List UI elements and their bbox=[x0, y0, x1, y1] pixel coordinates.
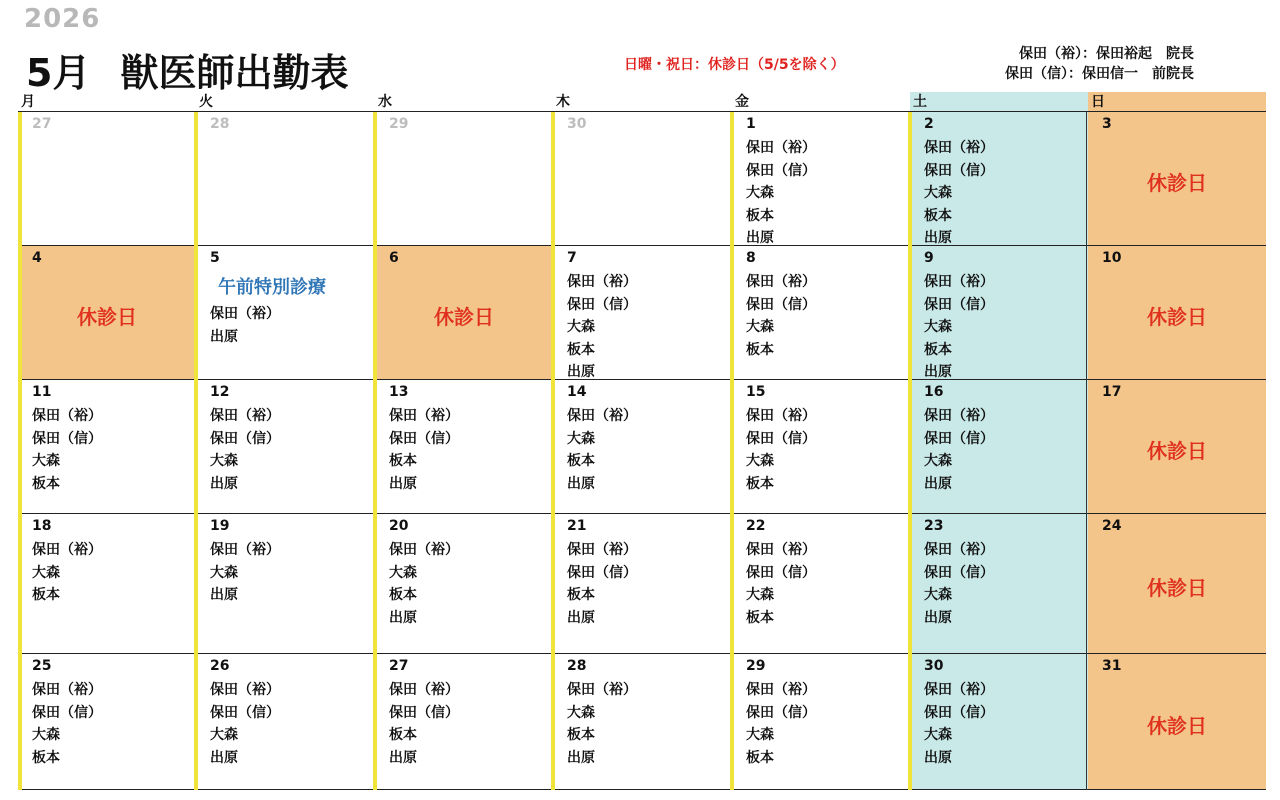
day-number: 15 bbox=[746, 384, 766, 400]
doctor-entry: 板本 bbox=[746, 207, 774, 224]
day-number: 16 bbox=[924, 384, 944, 400]
day-cell bbox=[553, 112, 732, 246]
doctor-entry: 板本 bbox=[389, 727, 417, 743]
doctor-entry: 板本 bbox=[746, 341, 774, 358]
closed-day-label: 休診日 bbox=[1147, 439, 1207, 463]
day-cell bbox=[196, 654, 375, 790]
day-number: 5 bbox=[210, 250, 220, 266]
day-number: 22 bbox=[746, 518, 766, 534]
month-label: 5月 bbox=[26, 51, 91, 95]
special-clinic-label: 午前特別診療 bbox=[218, 277, 326, 298]
day-number: 18 bbox=[32, 518, 52, 534]
doctor-entry: 大森 bbox=[924, 587, 952, 603]
year-label: 2026 bbox=[24, 4, 101, 34]
closed-day-label: 休診日 bbox=[1147, 305, 1207, 329]
day-cell bbox=[196, 112, 375, 246]
doctor-entry: 保田（裕） bbox=[746, 542, 816, 558]
doctor-entry: 保田（信） bbox=[746, 296, 816, 313]
doctor-entry: 大森 bbox=[210, 727, 238, 743]
doctor-entry: 保田（裕） bbox=[746, 140, 816, 156]
doctor-entry: 保田（裕） bbox=[746, 274, 816, 290]
day-number: 21 bbox=[567, 518, 587, 534]
doctor-entry: 保田（信） bbox=[746, 564, 816, 581]
weekday-header bbox=[18, 92, 1266, 112]
doctor-entry: 大森 bbox=[389, 564, 417, 581]
day-cell bbox=[18, 112, 196, 246]
column-divider bbox=[18, 112, 22, 790]
doctor-entry: 保田（裕） bbox=[567, 408, 637, 424]
doctor-entry: 保田（裕） bbox=[389, 682, 459, 698]
column-divider bbox=[908, 112, 912, 790]
doctor-entry: 保田（信） bbox=[924, 296, 994, 313]
column-divider bbox=[551, 112, 555, 790]
doctor-entry: 保田（裕） bbox=[567, 274, 637, 290]
day-cell bbox=[375, 654, 553, 790]
doctor-entry: 保田（裕） bbox=[32, 408, 102, 424]
doctor-entry: 保田（信） bbox=[924, 704, 994, 721]
doctor-entry: 保田（信） bbox=[924, 162, 994, 179]
doctor-entry: 大森 bbox=[567, 319, 595, 335]
doctor-entry: 出原 bbox=[389, 475, 417, 492]
doctor-entry: 保田（信） bbox=[567, 296, 637, 313]
day-cell bbox=[732, 514, 910, 654]
day-cell bbox=[375, 380, 553, 514]
doctor-entry: 大森 bbox=[210, 564, 238, 581]
doctor-entry: 保田（裕） bbox=[924, 542, 994, 558]
weekday-0: 月 bbox=[18, 92, 196, 112]
day-cell bbox=[732, 112, 910, 246]
day-cell bbox=[18, 654, 196, 790]
doctor-entry: 保田（信） bbox=[746, 162, 816, 179]
day-cell bbox=[732, 654, 910, 790]
day-cell bbox=[18, 380, 196, 514]
day-number: 29 bbox=[389, 116, 409, 132]
doctor-entry: 大森 bbox=[746, 727, 774, 743]
day-number: 23 bbox=[924, 518, 944, 534]
day-number: 13 bbox=[389, 384, 409, 400]
doctor-entry: 出原 bbox=[389, 609, 417, 626]
doctor-entry: 保田（信） bbox=[924, 564, 994, 581]
doctor-entry: 板本 bbox=[32, 587, 60, 603]
day-number: 29 bbox=[746, 658, 766, 674]
weekday-6: 日 bbox=[1088, 92, 1266, 112]
day-cell bbox=[18, 514, 196, 654]
doctor-entry: 保田（信） bbox=[389, 704, 459, 721]
column-divider bbox=[730, 112, 734, 790]
doctor-entry: 大森 bbox=[746, 185, 774, 201]
column-divider bbox=[194, 112, 198, 790]
doctor-entry: 板本 bbox=[389, 587, 417, 603]
doctor-entry: 保田（裕） bbox=[210, 542, 280, 558]
day-number: 26 bbox=[210, 658, 230, 674]
column-divider bbox=[1086, 112, 1087, 790]
doctor-entry: 大森 bbox=[746, 453, 774, 469]
doctor-entry: 保田（信） bbox=[389, 430, 459, 447]
closed-day-label: 休診日 bbox=[1147, 576, 1207, 600]
day-number: 1 bbox=[746, 116, 756, 132]
doctor-entry: 大森 bbox=[32, 453, 60, 469]
day-cell bbox=[553, 246, 732, 380]
day-number: 4 bbox=[32, 250, 42, 266]
day-cell bbox=[553, 514, 732, 654]
doctor-entry: 保田（裕） bbox=[567, 682, 637, 698]
title-text: 獣医師出勤表 bbox=[120, 51, 349, 95]
doctor-entry: 保田（裕） bbox=[32, 682, 102, 698]
doctor-entry: 保田（裕） bbox=[210, 408, 280, 424]
day-number: 11 bbox=[32, 384, 52, 400]
day-number: 30 bbox=[924, 658, 944, 674]
day-number: 27 bbox=[32, 116, 52, 132]
doctor-entry: 出原 bbox=[924, 749, 952, 766]
closed-day-label: 休診日 bbox=[77, 305, 137, 329]
day-number: 6 bbox=[389, 250, 399, 266]
doctor-entry: 保田（信） bbox=[210, 704, 280, 721]
doctor-entry: 保田（信） bbox=[210, 430, 280, 447]
day-number: 10 bbox=[1102, 250, 1122, 266]
day-cell bbox=[1088, 380, 1266, 514]
day-cell bbox=[553, 654, 732, 790]
doctor-entry: 大森 bbox=[746, 587, 774, 603]
doctor-entry: 板本 bbox=[389, 453, 417, 469]
day-cell bbox=[910, 654, 1088, 790]
day-cell bbox=[1088, 514, 1266, 654]
day-number: 20 bbox=[389, 518, 409, 534]
doctor-entry: 大森 bbox=[924, 319, 952, 335]
day-number: 7 bbox=[567, 250, 577, 266]
column-divider bbox=[373, 112, 377, 790]
doctor-entry: 板本 bbox=[746, 475, 774, 492]
day-cell bbox=[18, 246, 196, 380]
page-title bbox=[26, 42, 348, 97]
day-number: 14 bbox=[567, 384, 587, 400]
day-cell bbox=[732, 380, 910, 514]
doctor-entry: 出原 bbox=[924, 364, 952, 380]
day-number: 31 bbox=[1102, 658, 1122, 674]
doctor-entry: 出原 bbox=[210, 749, 238, 766]
doctor-entry: 出原 bbox=[924, 609, 952, 626]
doctor-entry: 大森 bbox=[210, 453, 238, 469]
doctor-entry: 保田（信） bbox=[746, 430, 816, 447]
doctor-entry: 板本 bbox=[746, 609, 774, 626]
doctor-entry: 大森 bbox=[924, 453, 952, 469]
day-cell bbox=[732, 246, 910, 380]
day-number: 19 bbox=[210, 518, 230, 534]
doctor-entry: 保田（裕） bbox=[210, 682, 280, 698]
day-number: 25 bbox=[32, 658, 52, 674]
day-number: 27 bbox=[389, 658, 409, 674]
doctor-entry: 出原 bbox=[746, 230, 774, 246]
day-cell bbox=[1088, 112, 1266, 246]
doctor-entry: 出原 bbox=[567, 609, 595, 626]
calendar-grid bbox=[18, 92, 1266, 790]
day-cell bbox=[375, 246, 553, 380]
closure-notice: 日曜・祝日：休診日（5/5を除く） bbox=[624, 57, 845, 73]
doctor-entry: 出原 bbox=[567, 364, 595, 380]
doctor-entry: 保田（裕） bbox=[924, 682, 994, 698]
doctor-entry: 出原 bbox=[210, 475, 238, 492]
day-cell bbox=[375, 112, 553, 246]
doctor-entry: 大森 bbox=[567, 430, 595, 447]
doctor-entry: 出原 bbox=[567, 475, 595, 492]
doctor-entry: 板本 bbox=[924, 207, 952, 224]
doctor-entry: 板本 bbox=[567, 341, 595, 358]
day-cell bbox=[196, 380, 375, 514]
doctor-entry: 出原 bbox=[210, 587, 238, 603]
doctor-entry: 板本 bbox=[567, 727, 595, 743]
doctor-entry: 保田（裕） bbox=[389, 408, 459, 424]
doctor-entry: 板本 bbox=[924, 341, 952, 358]
doctor-entry: 保田（裕） bbox=[924, 274, 994, 290]
day-cell bbox=[910, 246, 1088, 380]
doctor-entry: 板本 bbox=[32, 475, 60, 492]
weekday-4: 金 bbox=[732, 92, 910, 112]
day-cell bbox=[553, 380, 732, 514]
doctor-entry: 保田（信） bbox=[924, 430, 994, 447]
doctor-entry: 保田（裕） bbox=[567, 542, 637, 558]
day-cell bbox=[1088, 246, 1266, 380]
weekday-1: 火 bbox=[196, 92, 375, 112]
doctor-entry: 板本 bbox=[32, 749, 60, 766]
doctor-entry: 大森 bbox=[924, 185, 952, 201]
legend-line: 保田（信）：保田信一 前院長 bbox=[1005, 66, 1194, 82]
doctor-entry: 保田（裕） bbox=[924, 408, 994, 424]
doctor-entry: 大森 bbox=[746, 319, 774, 335]
doctor-entry: 保田（信） bbox=[567, 564, 637, 581]
legend-line: 保田（裕）：保田裕起 院長 bbox=[1019, 46, 1194, 62]
doctor-entry: 保田（裕） bbox=[32, 542, 102, 558]
day-cell bbox=[1088, 654, 1266, 790]
doctor-entry: 出原 bbox=[389, 749, 417, 766]
doctor-entry: 保田（信） bbox=[32, 704, 102, 721]
doctor-entry: 保田（信） bbox=[32, 430, 102, 447]
day-cell bbox=[196, 246, 375, 380]
doctor-entry: 板本 bbox=[567, 453, 595, 469]
closed-day-label: 休診日 bbox=[1147, 171, 1207, 195]
doctor-entry: 出原 bbox=[567, 749, 595, 766]
day-number: 8 bbox=[746, 250, 756, 266]
day-cell bbox=[910, 112, 1088, 246]
doctor-entry: 保田（裕） bbox=[746, 682, 816, 698]
closed-day-label: 休診日 bbox=[434, 305, 494, 329]
doctor-entry: 保田（信） bbox=[746, 704, 816, 721]
day-number: 2 bbox=[924, 116, 934, 132]
day-number: 3 bbox=[1102, 116, 1112, 132]
day-number: 9 bbox=[924, 250, 934, 266]
doctor-entry: 大森 bbox=[32, 727, 60, 743]
doctor-entry: 大森 bbox=[32, 564, 60, 581]
doctor-entry: 板本 bbox=[746, 749, 774, 766]
doctor-entry: 出原 bbox=[210, 328, 238, 345]
doctor-entry: 大森 bbox=[924, 727, 952, 743]
day-number: 12 bbox=[210, 384, 230, 400]
doctor-entry: 大森 bbox=[567, 704, 595, 721]
day-cell bbox=[375, 514, 553, 654]
doctor-entry: 出原 bbox=[924, 230, 952, 246]
weekday-5: 土 bbox=[910, 92, 1088, 112]
doctor-entry: 保田（裕） bbox=[389, 542, 459, 558]
day-cell bbox=[910, 380, 1088, 514]
day-number: 30 bbox=[567, 116, 587, 132]
weekday-2: 水 bbox=[375, 92, 553, 112]
doctor-legend bbox=[968, 44, 1194, 84]
doctor-entry: 板本 bbox=[567, 587, 595, 603]
day-number: 17 bbox=[1102, 384, 1122, 400]
doctor-entry: 保田（裕） bbox=[210, 306, 280, 322]
doctor-entry: 出原 bbox=[924, 475, 952, 492]
day-number: 28 bbox=[567, 658, 587, 674]
doctor-entry: 保田（裕） bbox=[746, 408, 816, 424]
day-cell bbox=[910, 514, 1088, 654]
doctor-entry: 保田（裕） bbox=[924, 140, 994, 156]
day-cell bbox=[196, 514, 375, 654]
closed-day-label: 休診日 bbox=[1147, 714, 1207, 738]
day-number: 24 bbox=[1102, 518, 1122, 534]
day-number: 28 bbox=[210, 116, 230, 132]
weekday-3: 木 bbox=[553, 92, 732, 112]
